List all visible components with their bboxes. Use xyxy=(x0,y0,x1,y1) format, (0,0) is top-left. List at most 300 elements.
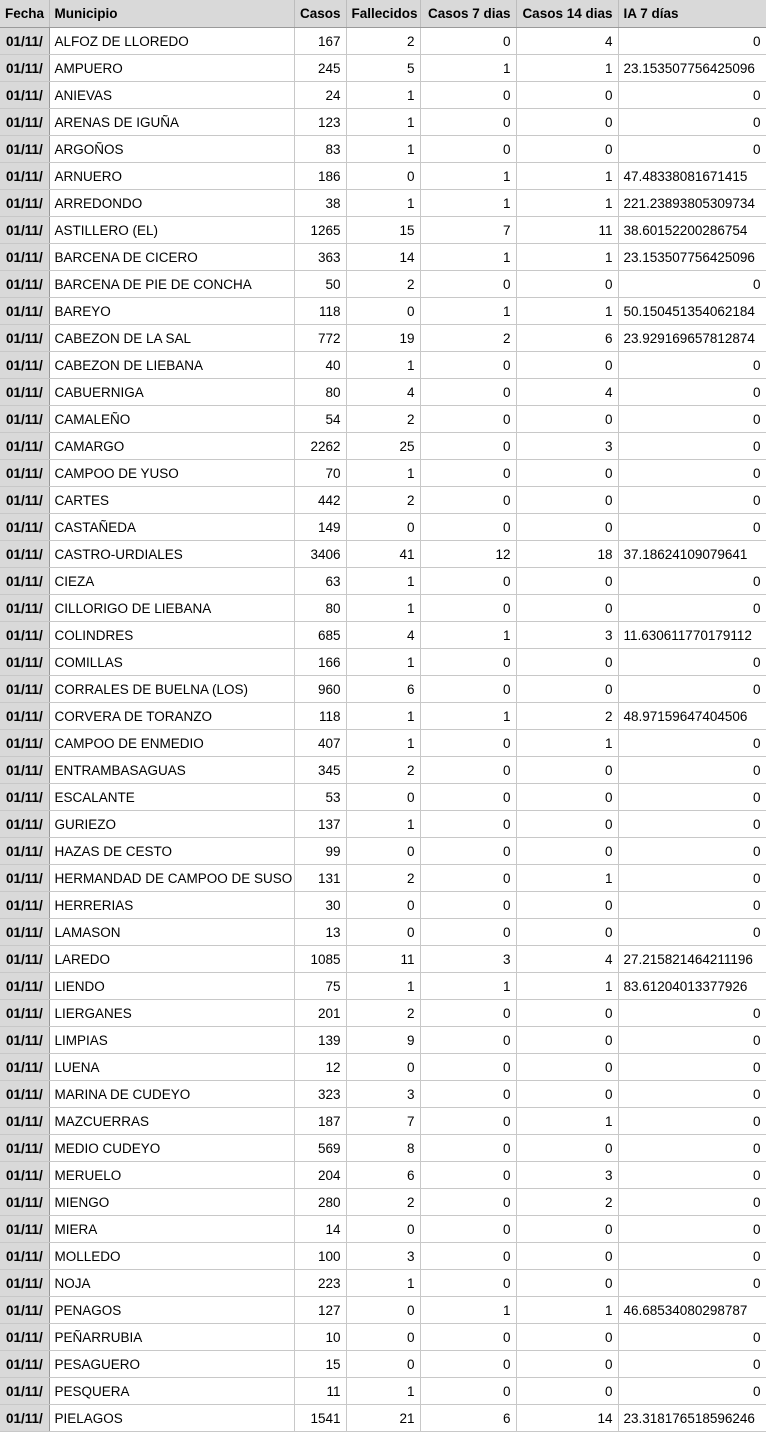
cell-casos[interactable]: 118 xyxy=(294,298,346,325)
cell-casos[interactable]: 1265 xyxy=(294,217,346,244)
cell-ia-7-dias[interactable]: 0 xyxy=(618,1027,766,1054)
cell-fallecidos[interactable]: 1 xyxy=(346,136,420,163)
cell-casos[interactable]: 569 xyxy=(294,1135,346,1162)
cell-casos-7-dias[interactable]: 0 xyxy=(420,433,516,460)
cell-fallecidos[interactable]: 1 xyxy=(346,568,420,595)
cell-casos-7-dias[interactable]: 0 xyxy=(420,406,516,433)
cell-fecha[interactable]: 01/11/ xyxy=(0,757,49,784)
cell-municipio[interactable]: ARNUERO xyxy=(49,163,294,190)
cell-fallecidos[interactable]: 11 xyxy=(346,946,420,973)
cell-ia-7-dias[interactable]: 0 xyxy=(618,1054,766,1081)
cell-casos-14-dias[interactable]: 6 xyxy=(516,325,618,352)
cell-casos-14-dias[interactable]: 0 xyxy=(516,1054,618,1081)
cell-casos-14-dias[interactable]: 0 xyxy=(516,1243,618,1270)
cell-casos-14-dias[interactable]: 0 xyxy=(516,838,618,865)
cell-fecha[interactable]: 01/11/ xyxy=(0,1378,49,1405)
cell-casos-7-dias[interactable]: 0 xyxy=(420,1027,516,1054)
cell-casos[interactable]: 15 xyxy=(294,1351,346,1378)
cell-municipio[interactable]: CAMPOO DE YUSO xyxy=(49,460,294,487)
cell-fallecidos[interactable]: 3 xyxy=(346,1081,420,1108)
header-fallecidos[interactable]: Fallecidos xyxy=(346,0,420,28)
cell-ia-7-dias[interactable]: 0 xyxy=(618,433,766,460)
cell-fallecidos[interactable]: 1 xyxy=(346,811,420,838)
cell-casos[interactable]: 280 xyxy=(294,1189,346,1216)
cell-fecha[interactable]: 01/11/ xyxy=(0,892,49,919)
cell-municipio[interactable]: NOJA xyxy=(49,1270,294,1297)
cell-casos[interactable]: 442 xyxy=(294,487,346,514)
cell-casos-7-dias[interactable]: 1 xyxy=(420,298,516,325)
cell-fecha[interactable]: 01/11/ xyxy=(0,1216,49,1243)
cell-casos-14-dias[interactable]: 0 xyxy=(516,406,618,433)
cell-casos[interactable]: 80 xyxy=(294,379,346,406)
cell-fecha[interactable]: 01/11/ xyxy=(0,406,49,433)
cell-casos-14-dias[interactable]: 0 xyxy=(516,1270,618,1297)
cell-fallecidos[interactable]: 1 xyxy=(346,1270,420,1297)
cell-casos-7-dias[interactable]: 0 xyxy=(420,1216,516,1243)
cell-casos-14-dias[interactable]: 2 xyxy=(516,1189,618,1216)
cell-casos-7-dias[interactable]: 0 xyxy=(420,649,516,676)
cell-casos[interactable]: 223 xyxy=(294,1270,346,1297)
cell-municipio[interactable]: CASTRO-URDIALES xyxy=(49,541,294,568)
cell-municipio[interactable]: MIENGO xyxy=(49,1189,294,1216)
cell-casos[interactable]: 10 xyxy=(294,1324,346,1351)
cell-ia-7-dias[interactable]: 0 xyxy=(618,460,766,487)
cell-municipio[interactable]: ARREDONDO xyxy=(49,190,294,217)
cell-casos-14-dias[interactable]: 2 xyxy=(516,703,618,730)
cell-casos[interactable]: 80 xyxy=(294,595,346,622)
cell-fecha[interactable]: 01/11/ xyxy=(0,1081,49,1108)
cell-casos[interactable]: 1085 xyxy=(294,946,346,973)
cell-municipio[interactable]: CAMARGO xyxy=(49,433,294,460)
cell-casos-7-dias[interactable]: 0 xyxy=(420,271,516,298)
cell-fallecidos[interactable]: 0 xyxy=(346,1324,420,1351)
cell-casos-14-dias[interactable]: 0 xyxy=(516,1324,618,1351)
cell-casos-14-dias[interactable]: 0 xyxy=(516,1216,618,1243)
cell-casos[interactable]: 75 xyxy=(294,973,346,1000)
cell-casos-14-dias[interactable]: 0 xyxy=(516,1027,618,1054)
cell-municipio[interactable]: LAMASON xyxy=(49,919,294,946)
cell-fallecidos[interactable]: 41 xyxy=(346,541,420,568)
cell-ia-7-dias[interactable]: 221.23893805309734 xyxy=(618,190,766,217)
cell-casos-14-dias[interactable]: 4 xyxy=(516,379,618,406)
cell-casos[interactable]: 53 xyxy=(294,784,346,811)
cell-ia-7-dias[interactable]: 27.215821464211196 xyxy=(618,946,766,973)
cell-casos-7-dias[interactable]: 0 xyxy=(420,1243,516,1270)
cell-fecha[interactable]: 01/11/ xyxy=(0,28,49,55)
cell-municipio[interactable]: PENAGOS xyxy=(49,1297,294,1324)
cell-municipio[interactable]: CIEZA xyxy=(49,568,294,595)
cell-municipio[interactable]: ARGOÑOS xyxy=(49,136,294,163)
cell-ia-7-dias[interactable]: 0 xyxy=(618,919,766,946)
cell-fecha[interactable]: 01/11/ xyxy=(0,271,49,298)
cell-fallecidos[interactable]: 1 xyxy=(346,460,420,487)
cell-municipio[interactable]: CABUERNIGA xyxy=(49,379,294,406)
cell-municipio[interactable]: LUENA xyxy=(49,1054,294,1081)
cell-fecha[interactable]: 01/11/ xyxy=(0,973,49,1000)
cell-casos-14-dias[interactable]: 3 xyxy=(516,622,618,649)
cell-fallecidos[interactable]: 1 xyxy=(346,595,420,622)
cell-fecha[interactable]: 01/11/ xyxy=(0,919,49,946)
cell-casos[interactable]: 186 xyxy=(294,163,346,190)
cell-municipio[interactable]: HERMANDAD DE CAMPOO DE SUSO xyxy=(49,865,294,892)
cell-fallecidos[interactable]: 0 xyxy=(346,298,420,325)
cell-municipio[interactable]: LAREDO xyxy=(49,946,294,973)
cell-fecha[interactable]: 01/11/ xyxy=(0,1027,49,1054)
cell-fallecidos[interactable]: 0 xyxy=(346,892,420,919)
cell-fecha[interactable]: 01/11/ xyxy=(0,595,49,622)
cell-fallecidos[interactable]: 0 xyxy=(346,1054,420,1081)
cell-municipio[interactable]: ARENAS DE IGUÑA xyxy=(49,109,294,136)
cell-casos-14-dias[interactable]: 1 xyxy=(516,1297,618,1324)
cell-casos-7-dias[interactable]: 1 xyxy=(420,55,516,82)
cell-casos-7-dias[interactable]: 2 xyxy=(420,325,516,352)
header-casos-7-dias[interactable]: Casos 7 dias xyxy=(420,0,516,28)
cell-fecha[interactable]: 01/11/ xyxy=(0,379,49,406)
cell-casos-7-dias[interactable]: 0 xyxy=(420,1378,516,1405)
cell-casos[interactable]: 100 xyxy=(294,1243,346,1270)
cell-casos-14-dias[interactable]: 0 xyxy=(516,649,618,676)
cell-ia-7-dias[interactable]: 47.48338081671415 xyxy=(618,163,766,190)
cell-fecha[interactable]: 01/11/ xyxy=(0,55,49,82)
cell-casos-7-dias[interactable]: 0 xyxy=(420,1108,516,1135)
cell-fecha[interactable]: 01/11/ xyxy=(0,703,49,730)
cell-ia-7-dias[interactable]: 37.18624109079641 xyxy=(618,541,766,568)
cell-municipio[interactable]: ESCALANTE xyxy=(49,784,294,811)
cell-ia-7-dias[interactable]: 0 xyxy=(618,865,766,892)
cell-casos-14-dias[interactable]: 0 xyxy=(516,1000,618,1027)
cell-municipio[interactable]: MIERA xyxy=(49,1216,294,1243)
cell-casos-7-dias[interactable]: 0 xyxy=(420,757,516,784)
cell-fecha[interactable]: 01/11/ xyxy=(0,1243,49,1270)
cell-fecha[interactable]: 01/11/ xyxy=(0,1162,49,1189)
cell-fallecidos[interactable]: 25 xyxy=(346,433,420,460)
cell-fallecidos[interactable]: 9 xyxy=(346,1027,420,1054)
cell-casos-7-dias[interactable]: 0 xyxy=(420,1324,516,1351)
cell-casos[interactable]: 118 xyxy=(294,703,346,730)
cell-fallecidos[interactable]: 1 xyxy=(346,82,420,109)
cell-casos[interactable]: 960 xyxy=(294,676,346,703)
cell-municipio[interactable]: LIERGANES xyxy=(49,1000,294,1027)
cell-fecha[interactable]: 01/11/ xyxy=(0,811,49,838)
cell-fallecidos[interactable]: 0 xyxy=(346,838,420,865)
cell-casos-14-dias[interactable]: 0 xyxy=(516,487,618,514)
cell-fallecidos[interactable]: 4 xyxy=(346,622,420,649)
cell-fecha[interactable]: 01/11/ xyxy=(0,541,49,568)
cell-municipio[interactable]: CARTES xyxy=(49,487,294,514)
cell-fallecidos[interactable]: 8 xyxy=(346,1135,420,1162)
cell-fecha[interactable]: 01/11/ xyxy=(0,460,49,487)
cell-ia-7-dias[interactable]: 0 xyxy=(618,568,766,595)
cell-casos-14-dias[interactable]: 14 xyxy=(516,1405,618,1432)
cell-casos[interactable]: 1541 xyxy=(294,1405,346,1432)
cell-casos[interactable]: 12 xyxy=(294,1054,346,1081)
cell-casos-14-dias[interactable]: 0 xyxy=(516,568,618,595)
cell-casos[interactable]: 166 xyxy=(294,649,346,676)
cell-casos[interactable]: 323 xyxy=(294,1081,346,1108)
cell-casos-7-dias[interactable]: 1 xyxy=(420,622,516,649)
header-casos[interactable]: Casos xyxy=(294,0,346,28)
cell-fecha[interactable]: 01/11/ xyxy=(0,1270,49,1297)
cell-municipio[interactable]: PESQUERA xyxy=(49,1378,294,1405)
cell-casos-14-dias[interactable]: 1 xyxy=(516,1108,618,1135)
cell-casos-7-dias[interactable]: 0 xyxy=(420,28,516,55)
cell-municipio[interactable]: MAZCUERRAS xyxy=(49,1108,294,1135)
cell-casos-14-dias[interactable]: 1 xyxy=(516,55,618,82)
cell-casos-14-dias[interactable]: 0 xyxy=(516,460,618,487)
cell-fecha[interactable]: 01/11/ xyxy=(0,109,49,136)
cell-fallecidos[interactable]: 2 xyxy=(346,28,420,55)
cell-ia-7-dias[interactable]: 23.153507756425096 xyxy=(618,244,766,271)
cell-casos-14-dias[interactable]: 1 xyxy=(516,865,618,892)
cell-casos-7-dias[interactable]: 0 xyxy=(420,460,516,487)
cell-casos[interactable]: 24 xyxy=(294,82,346,109)
cell-ia-7-dias[interactable]: 0 xyxy=(618,406,766,433)
cell-casos-14-dias[interactable]: 0 xyxy=(516,109,618,136)
cell-casos[interactable]: 137 xyxy=(294,811,346,838)
cell-casos[interactable]: 14 xyxy=(294,1216,346,1243)
cell-ia-7-dias[interactable]: 0 xyxy=(618,109,766,136)
cell-casos-7-dias[interactable]: 0 xyxy=(420,838,516,865)
cell-municipio[interactable]: CORVERA DE TORANZO xyxy=(49,703,294,730)
cell-ia-7-dias[interactable]: 0 xyxy=(618,136,766,163)
cell-casos[interactable]: 204 xyxy=(294,1162,346,1189)
cell-fecha[interactable]: 01/11/ xyxy=(0,1351,49,1378)
cell-casos-14-dias[interactable]: 11 xyxy=(516,217,618,244)
cell-ia-7-dias[interactable]: 0 xyxy=(618,1135,766,1162)
cell-casos-7-dias[interactable]: 0 xyxy=(420,595,516,622)
cell-casos[interactable]: 11 xyxy=(294,1378,346,1405)
cell-ia-7-dias[interactable]: 0 xyxy=(618,1324,766,1351)
cell-casos-14-dias[interactable]: 0 xyxy=(516,1081,618,1108)
cell-casos-7-dias[interactable]: 12 xyxy=(420,541,516,568)
cell-casos-14-dias[interactable]: 1 xyxy=(516,298,618,325)
cell-fallecidos[interactable]: 6 xyxy=(346,1162,420,1189)
cell-casos[interactable]: 345 xyxy=(294,757,346,784)
cell-municipio[interactable]: MERUELO xyxy=(49,1162,294,1189)
cell-fecha[interactable]: 01/11/ xyxy=(0,244,49,271)
cell-municipio[interactable]: BAREYO xyxy=(49,298,294,325)
cell-casos-7-dias[interactable]: 0 xyxy=(420,1054,516,1081)
cell-casos[interactable]: 38 xyxy=(294,190,346,217)
cell-fallecidos[interactable]: 0 xyxy=(346,1297,420,1324)
cell-casos-7-dias[interactable]: 6 xyxy=(420,1405,516,1432)
cell-casos-7-dias[interactable]: 0 xyxy=(420,865,516,892)
cell-fallecidos[interactable]: 2 xyxy=(346,865,420,892)
cell-ia-7-dias[interactable]: 0 xyxy=(618,892,766,919)
cell-fecha[interactable]: 01/11/ xyxy=(0,676,49,703)
cell-casos-14-dias[interactable]: 0 xyxy=(516,1378,618,1405)
cell-casos-7-dias[interactable]: 1 xyxy=(420,703,516,730)
cell-casos-14-dias[interactable]: 0 xyxy=(516,1135,618,1162)
cell-fallecidos[interactable]: 7 xyxy=(346,1108,420,1135)
cell-casos[interactable]: 685 xyxy=(294,622,346,649)
cell-ia-7-dias[interactable]: 0 xyxy=(618,352,766,379)
cell-municipio[interactable]: CAMPOO DE ENMEDIO xyxy=(49,730,294,757)
cell-casos[interactable]: 139 xyxy=(294,1027,346,1054)
cell-fallecidos[interactable]: 0 xyxy=(346,919,420,946)
cell-casos-14-dias[interactable]: 0 xyxy=(516,352,618,379)
cell-casos-14-dias[interactable]: 3 xyxy=(516,433,618,460)
cell-ia-7-dias[interactable]: 0 xyxy=(618,757,766,784)
cell-casos-7-dias[interactable]: 0 xyxy=(420,514,516,541)
cell-casos-7-dias[interactable]: 1 xyxy=(420,244,516,271)
cell-fallecidos[interactable]: 4 xyxy=(346,379,420,406)
cell-casos-7-dias[interactable]: 0 xyxy=(420,1135,516,1162)
cell-fecha[interactable]: 01/11/ xyxy=(0,1405,49,1432)
cell-municipio[interactable]: GURIEZO xyxy=(49,811,294,838)
cell-fallecidos[interactable]: 1 xyxy=(346,730,420,757)
cell-casos-14-dias[interactable]: 0 xyxy=(516,811,618,838)
cell-municipio[interactable]: PEÑARRUBIA xyxy=(49,1324,294,1351)
cell-fallecidos[interactable]: 14 xyxy=(346,244,420,271)
cell-casos[interactable]: 50 xyxy=(294,271,346,298)
cell-casos[interactable]: 13 xyxy=(294,919,346,946)
cell-ia-7-dias[interactable]: 0 xyxy=(618,1000,766,1027)
cell-casos-7-dias[interactable]: 0 xyxy=(420,82,516,109)
cell-fecha[interactable]: 01/11/ xyxy=(0,1000,49,1027)
cell-casos-14-dias[interactable]: 0 xyxy=(516,757,618,784)
cell-fecha[interactable]: 01/11/ xyxy=(0,622,49,649)
cell-municipio[interactable]: MEDIO CUDEYO xyxy=(49,1135,294,1162)
cell-fecha[interactable]: 01/11/ xyxy=(0,82,49,109)
cell-casos-14-dias[interactable]: 18 xyxy=(516,541,618,568)
cell-casos[interactable]: 131 xyxy=(294,865,346,892)
cell-fecha[interactable]: 01/11/ xyxy=(0,190,49,217)
cell-casos-7-dias[interactable]: 0 xyxy=(420,784,516,811)
cell-ia-7-dias[interactable]: 0 xyxy=(618,838,766,865)
cell-municipio[interactable]: LIMPIAS xyxy=(49,1027,294,1054)
cell-casos[interactable]: 83 xyxy=(294,136,346,163)
cell-casos-7-dias[interactable]: 1 xyxy=(420,163,516,190)
cell-casos-7-dias[interactable]: 0 xyxy=(420,352,516,379)
cell-ia-7-dias[interactable]: 0 xyxy=(618,28,766,55)
cell-ia-7-dias[interactable]: 23.318176518596246 xyxy=(618,1405,766,1432)
cell-municipio[interactable]: ANIEVAS xyxy=(49,82,294,109)
header-ia-7-dias[interactable]: IA 7 días xyxy=(618,0,766,28)
cell-ia-7-dias[interactable]: 0 xyxy=(618,1081,766,1108)
cell-municipio[interactable]: ENTRAMBASAGUAS xyxy=(49,757,294,784)
cell-casos[interactable]: 63 xyxy=(294,568,346,595)
cell-casos-14-dias[interactable]: 1 xyxy=(516,730,618,757)
cell-municipio[interactable]: LIENDO xyxy=(49,973,294,1000)
cell-fecha[interactable]: 01/11/ xyxy=(0,325,49,352)
cell-casos[interactable]: 245 xyxy=(294,55,346,82)
cell-fallecidos[interactable]: 1 xyxy=(346,649,420,676)
cell-ia-7-dias[interactable]: 0 xyxy=(618,730,766,757)
cell-casos-7-dias[interactable]: 7 xyxy=(420,217,516,244)
cell-fallecidos[interactable]: 0 xyxy=(346,1351,420,1378)
cell-fallecidos[interactable]: 0 xyxy=(346,163,420,190)
cell-casos-14-dias[interactable]: 3 xyxy=(516,1162,618,1189)
cell-municipio[interactable]: CABEZON DE LA SAL xyxy=(49,325,294,352)
cell-casos-7-dias[interactable]: 0 xyxy=(420,892,516,919)
cell-casos-14-dias[interactable]: 4 xyxy=(516,28,618,55)
cell-casos[interactable]: 3406 xyxy=(294,541,346,568)
cell-fallecidos[interactable]: 0 xyxy=(346,1216,420,1243)
cell-casos[interactable]: 167 xyxy=(294,28,346,55)
cell-casos-14-dias[interactable]: 1 xyxy=(516,190,618,217)
cell-fallecidos[interactable]: 1 xyxy=(346,190,420,217)
cell-fecha[interactable]: 01/11/ xyxy=(0,649,49,676)
cell-casos-14-dias[interactable]: 0 xyxy=(516,82,618,109)
cell-ia-7-dias[interactable]: 50.150451354062184 xyxy=(618,298,766,325)
cell-casos-7-dias[interactable]: 0 xyxy=(420,1270,516,1297)
cell-fallecidos[interactable]: 1 xyxy=(346,1378,420,1405)
cell-fecha[interactable]: 01/11/ xyxy=(0,568,49,595)
cell-casos-7-dias[interactable]: 1 xyxy=(420,190,516,217)
cell-casos-7-dias[interactable]: 0 xyxy=(420,1081,516,1108)
header-municipio[interactable]: Municipio xyxy=(49,0,294,28)
cell-casos[interactable]: 2262 xyxy=(294,433,346,460)
cell-casos[interactable]: 149 xyxy=(294,514,346,541)
cell-municipio[interactable]: ASTILLERO (EL) xyxy=(49,217,294,244)
cell-fallecidos[interactable]: 0 xyxy=(346,514,420,541)
cell-ia-7-dias[interactable]: 0 xyxy=(618,595,766,622)
cell-casos-14-dias[interactable]: 0 xyxy=(516,514,618,541)
cell-casos-14-dias[interactable]: 0 xyxy=(516,595,618,622)
cell-casos-7-dias[interactable]: 3 xyxy=(420,946,516,973)
cell-casos-14-dias[interactable]: 0 xyxy=(516,271,618,298)
cell-ia-7-dias[interactable]: 0 xyxy=(618,811,766,838)
cell-ia-7-dias[interactable]: 0 xyxy=(618,784,766,811)
cell-ia-7-dias[interactable]: 23.929169657812874 xyxy=(618,325,766,352)
cell-municipio[interactable]: CASTAÑEDA xyxy=(49,514,294,541)
header-casos-14-dias[interactable]: Casos 14 dias xyxy=(516,0,618,28)
cell-ia-7-dias[interactable]: 0 xyxy=(618,1351,766,1378)
cell-fallecidos[interactable]: 2 xyxy=(346,487,420,514)
cell-casos-7-dias[interactable]: 0 xyxy=(420,919,516,946)
cell-fecha[interactable]: 01/11/ xyxy=(0,163,49,190)
cell-fecha[interactable]: 01/11/ xyxy=(0,865,49,892)
cell-municipio[interactable]: MOLLEDO xyxy=(49,1243,294,1270)
cell-casos-7-dias[interactable]: 0 xyxy=(420,1162,516,1189)
cell-fallecidos[interactable]: 2 xyxy=(346,757,420,784)
cell-casos-14-dias[interactable]: 4 xyxy=(516,946,618,973)
cell-ia-7-dias[interactable]: 38.60152200286754 xyxy=(618,217,766,244)
cell-ia-7-dias[interactable]: 0 xyxy=(618,1108,766,1135)
cell-fallecidos[interactable]: 5 xyxy=(346,55,420,82)
cell-municipio[interactable]: CORRALES DE BUELNA (LOS) xyxy=(49,676,294,703)
cell-casos-7-dias[interactable]: 0 xyxy=(420,136,516,163)
cell-casos[interactable]: 123 xyxy=(294,109,346,136)
cell-fecha[interactable]: 01/11/ xyxy=(0,1324,49,1351)
cell-fecha[interactable]: 01/11/ xyxy=(0,433,49,460)
cell-casos-7-dias[interactable]: 0 xyxy=(420,676,516,703)
cell-fecha[interactable]: 01/11/ xyxy=(0,1108,49,1135)
cell-ia-7-dias[interactable]: 0 xyxy=(618,1162,766,1189)
cell-casos[interactable]: 127 xyxy=(294,1297,346,1324)
cell-fallecidos[interactable]: 6 xyxy=(346,676,420,703)
cell-fallecidos[interactable]: 2 xyxy=(346,1189,420,1216)
cell-ia-7-dias[interactable]: 48.97159647404506 xyxy=(618,703,766,730)
cell-fecha[interactable]: 01/11/ xyxy=(0,730,49,757)
cell-ia-7-dias[interactable]: 0 xyxy=(618,1216,766,1243)
cell-fallecidos[interactable]: 1 xyxy=(346,109,420,136)
cell-municipio[interactable]: ALFOZ DE LLOREDO xyxy=(49,28,294,55)
cell-fecha[interactable]: 01/11/ xyxy=(0,514,49,541)
cell-ia-7-dias[interactable]: 0 xyxy=(618,379,766,406)
cell-municipio[interactable]: PIELAGOS xyxy=(49,1405,294,1432)
cell-municipio[interactable]: PESAGUERO xyxy=(49,1351,294,1378)
cell-casos-7-dias[interactable]: 0 xyxy=(420,1189,516,1216)
cell-fecha[interactable]: 01/11/ xyxy=(0,136,49,163)
cell-fecha[interactable]: 01/11/ xyxy=(0,298,49,325)
cell-fecha[interactable]: 01/11/ xyxy=(0,1189,49,1216)
cell-casos-7-dias[interactable]: 1 xyxy=(420,973,516,1000)
cell-fallecidos[interactable]: 1 xyxy=(346,973,420,1000)
cell-casos-14-dias[interactable]: 0 xyxy=(516,1351,618,1378)
cell-casos[interactable]: 407 xyxy=(294,730,346,757)
